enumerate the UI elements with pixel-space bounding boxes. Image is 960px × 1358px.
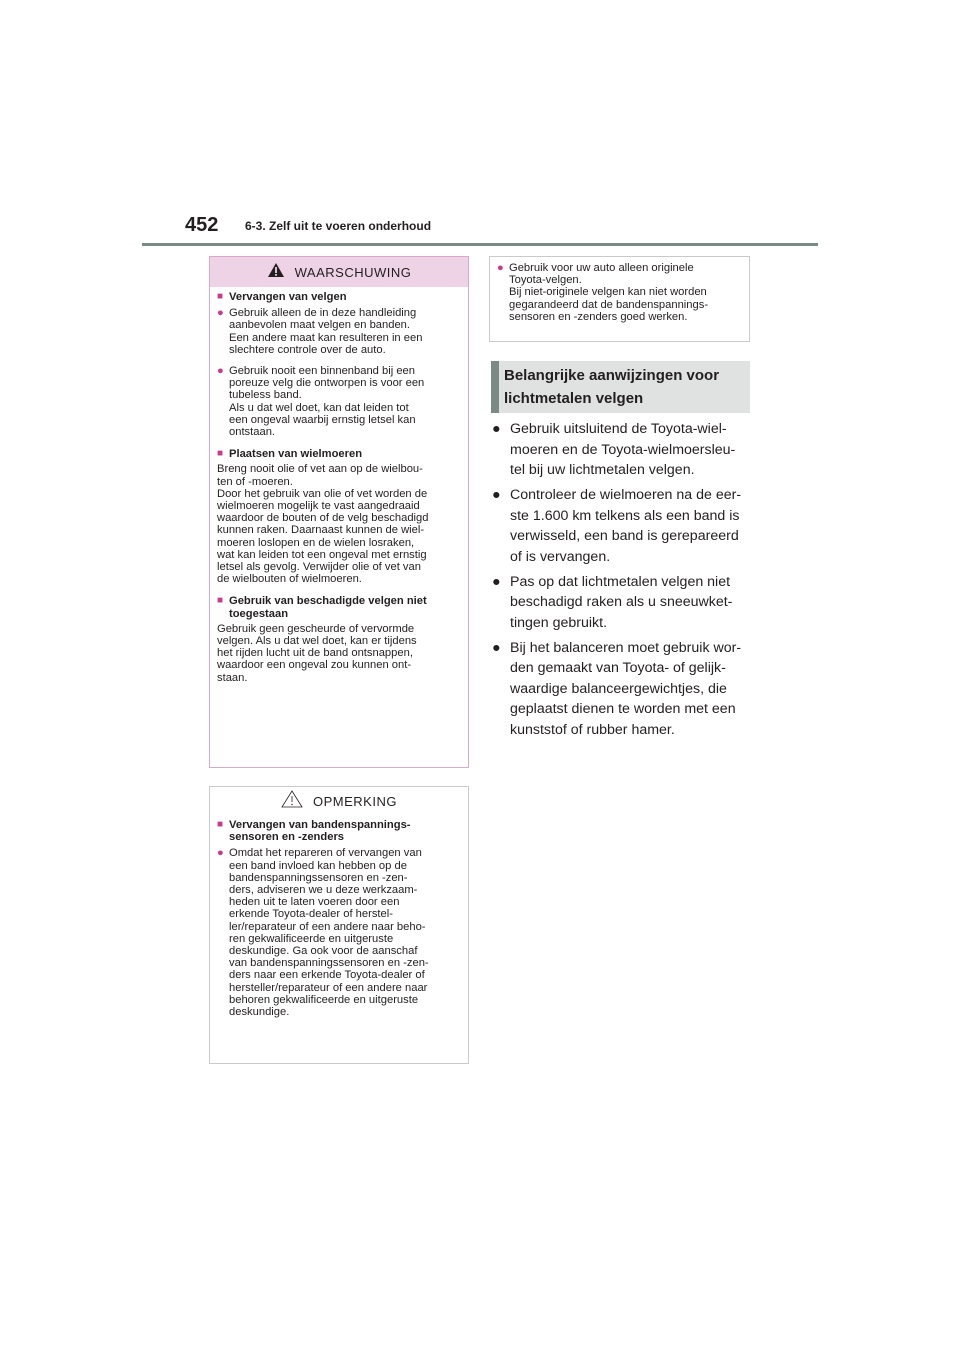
warning-paragraph: Breng nooit olie of vet aan op de wielbou- ten of -moeren. Door het gebruik van olie of vet worden de wielmoeren mogelijk te vast aangedraaid waardoor de bouten of de velg beschadigd kunnen raken. Daarnaast kunnen de wiel- moeren loslopen en de wielen losraken, wat kan leiden tot een ongeval met ernstig letsel als gevolg. Verwijder olie of vet van de wielbouten of wielmoeren. (217, 463, 429, 586)
warning-heading: ■ Plaatsen van wielmoeren (217, 448, 363, 461)
list-item: ● Bij het balanceren moet gebruik wor- den gemaakt van Toyota- of gelijk- waardige balanceergewichtjes, die geplaatst dienen te worden met een kunststof of rubber hamer. (492, 638, 757, 741)
warning-paragraph: Gebruik geen gescheurde of vervormde velgen. Als u dat wel doet, kan er tijdens het rijden lucht uit de band ontsnappen, waardoor een ongeval zou kunnen ont- staan. (217, 622, 417, 684)
note-header (210, 787, 468, 815)
list-item: ● Pas op dat lichtmetalen velgen niet beschadigd raken als u sneeuwket- tingen gebruikt. (492, 572, 757, 634)
bullet-icon: ● (492, 573, 501, 590)
warning-heading: ■ Vervangen van velgen (217, 291, 347, 303)
circle-bullet-icon: ● (217, 307, 224, 320)
heading-accent-bar (491, 361, 499, 413)
square-bullet-icon: ■ (217, 291, 224, 302)
warning-box (209, 256, 469, 768)
note-heading: ■ Vervangen van bandenspannings- sensoren en -zenders (217, 819, 411, 844)
list-item: ● Gebruik uitsluitend de Toyota-wiel- moeren en de Toyota-wielmoersleu- tel bij uw lichtmetalen velgen. (492, 419, 757, 481)
note-continuation-content (490, 257, 749, 323)
square-bullet-icon: ■ (217, 819, 224, 830)
alloy-wheels-list (492, 419, 757, 745)
square-bullet-icon: ■ (217, 595, 224, 607)
header-rule (142, 243, 818, 246)
square-bullet-icon: ■ (217, 448, 224, 460)
note-box (209, 786, 469, 1064)
page-number: 452 (185, 214, 219, 236)
warning-header (210, 257, 468, 287)
warning-title: WAARSCHUWING (294, 264, 412, 280)
bullet-icon: ● (492, 421, 501, 437)
warning-heading: ■ Gebruik van beschadigde velgen niet toegestaan (217, 595, 427, 620)
note-content (210, 815, 468, 1018)
note-continuation-box (489, 256, 750, 342)
bullet-icon: ● (492, 487, 501, 503)
warning-content (210, 287, 468, 684)
note-list-item: ● Omdat het repareren of vervangen van een band invloed kan hebben op de bandenspanningssensoren en -zen- ders, adviseren we u deze werkzaam- heden uit te laten voeren door een erkende Toyota-dealer of herstel- ler/reparateur of een andere naar beho- ren gekwalificeerde en uitgeruste deskundige. Ga ook voor de aanschaf van bandenspanningssensoren en -zen- ders naar een erkende Toyota-dealer of hersteller/reparateur of een andere naar behoren gekwalificeerde en uitgeruste deskundige. (217, 847, 429, 1019)
circle-bullet-icon: ● (497, 262, 504, 274)
circle-bullet-icon: ● (217, 847, 224, 860)
alloy-wheels-heading (491, 361, 750, 413)
warning-list-item: ● Gebruik nooit een binnenband bij een poreuze velg die ontworpen is voor een tubeless band. Als u dat wel doet, kan dat leiden tot een ongeval waarbij ernstig letsel kan ontstaan. (217, 365, 425, 439)
caution-triangle-icon (281, 790, 303, 813)
warning-triangle-icon (267, 262, 285, 283)
warning-list-item: ● Gebruik alleen de in deze handleiding aanbevolen maat velgen en banden. Een andere maat kan resulteren in een slechtere controle over de auto. (217, 307, 423, 356)
circle-bullet-icon: ● (217, 365, 224, 378)
note-list-item: ● Gebruik voor uw auto alleen originele Toyota-velgen. Bij niet-originele velgen kan niet worden gegarandeerd dat de bandenspannings- sensoren en -zenders goed werken. (497, 262, 709, 323)
note-title: OPMERKING (313, 793, 397, 809)
section-title: 6-3. Zelf uit te voeren onderhoud (245, 219, 432, 233)
bullet-icon: ● (492, 639, 501, 656)
list-item: ● Controleer de wielmoeren na de eer- ste 1.600 km telkens als een band is verwisseld, een band is gerepareerd of is vervangen. (492, 485, 757, 567)
alloy-wheels-title: Belangrijke aanwijzingen voor lichtmetalen velgen (504, 367, 720, 407)
